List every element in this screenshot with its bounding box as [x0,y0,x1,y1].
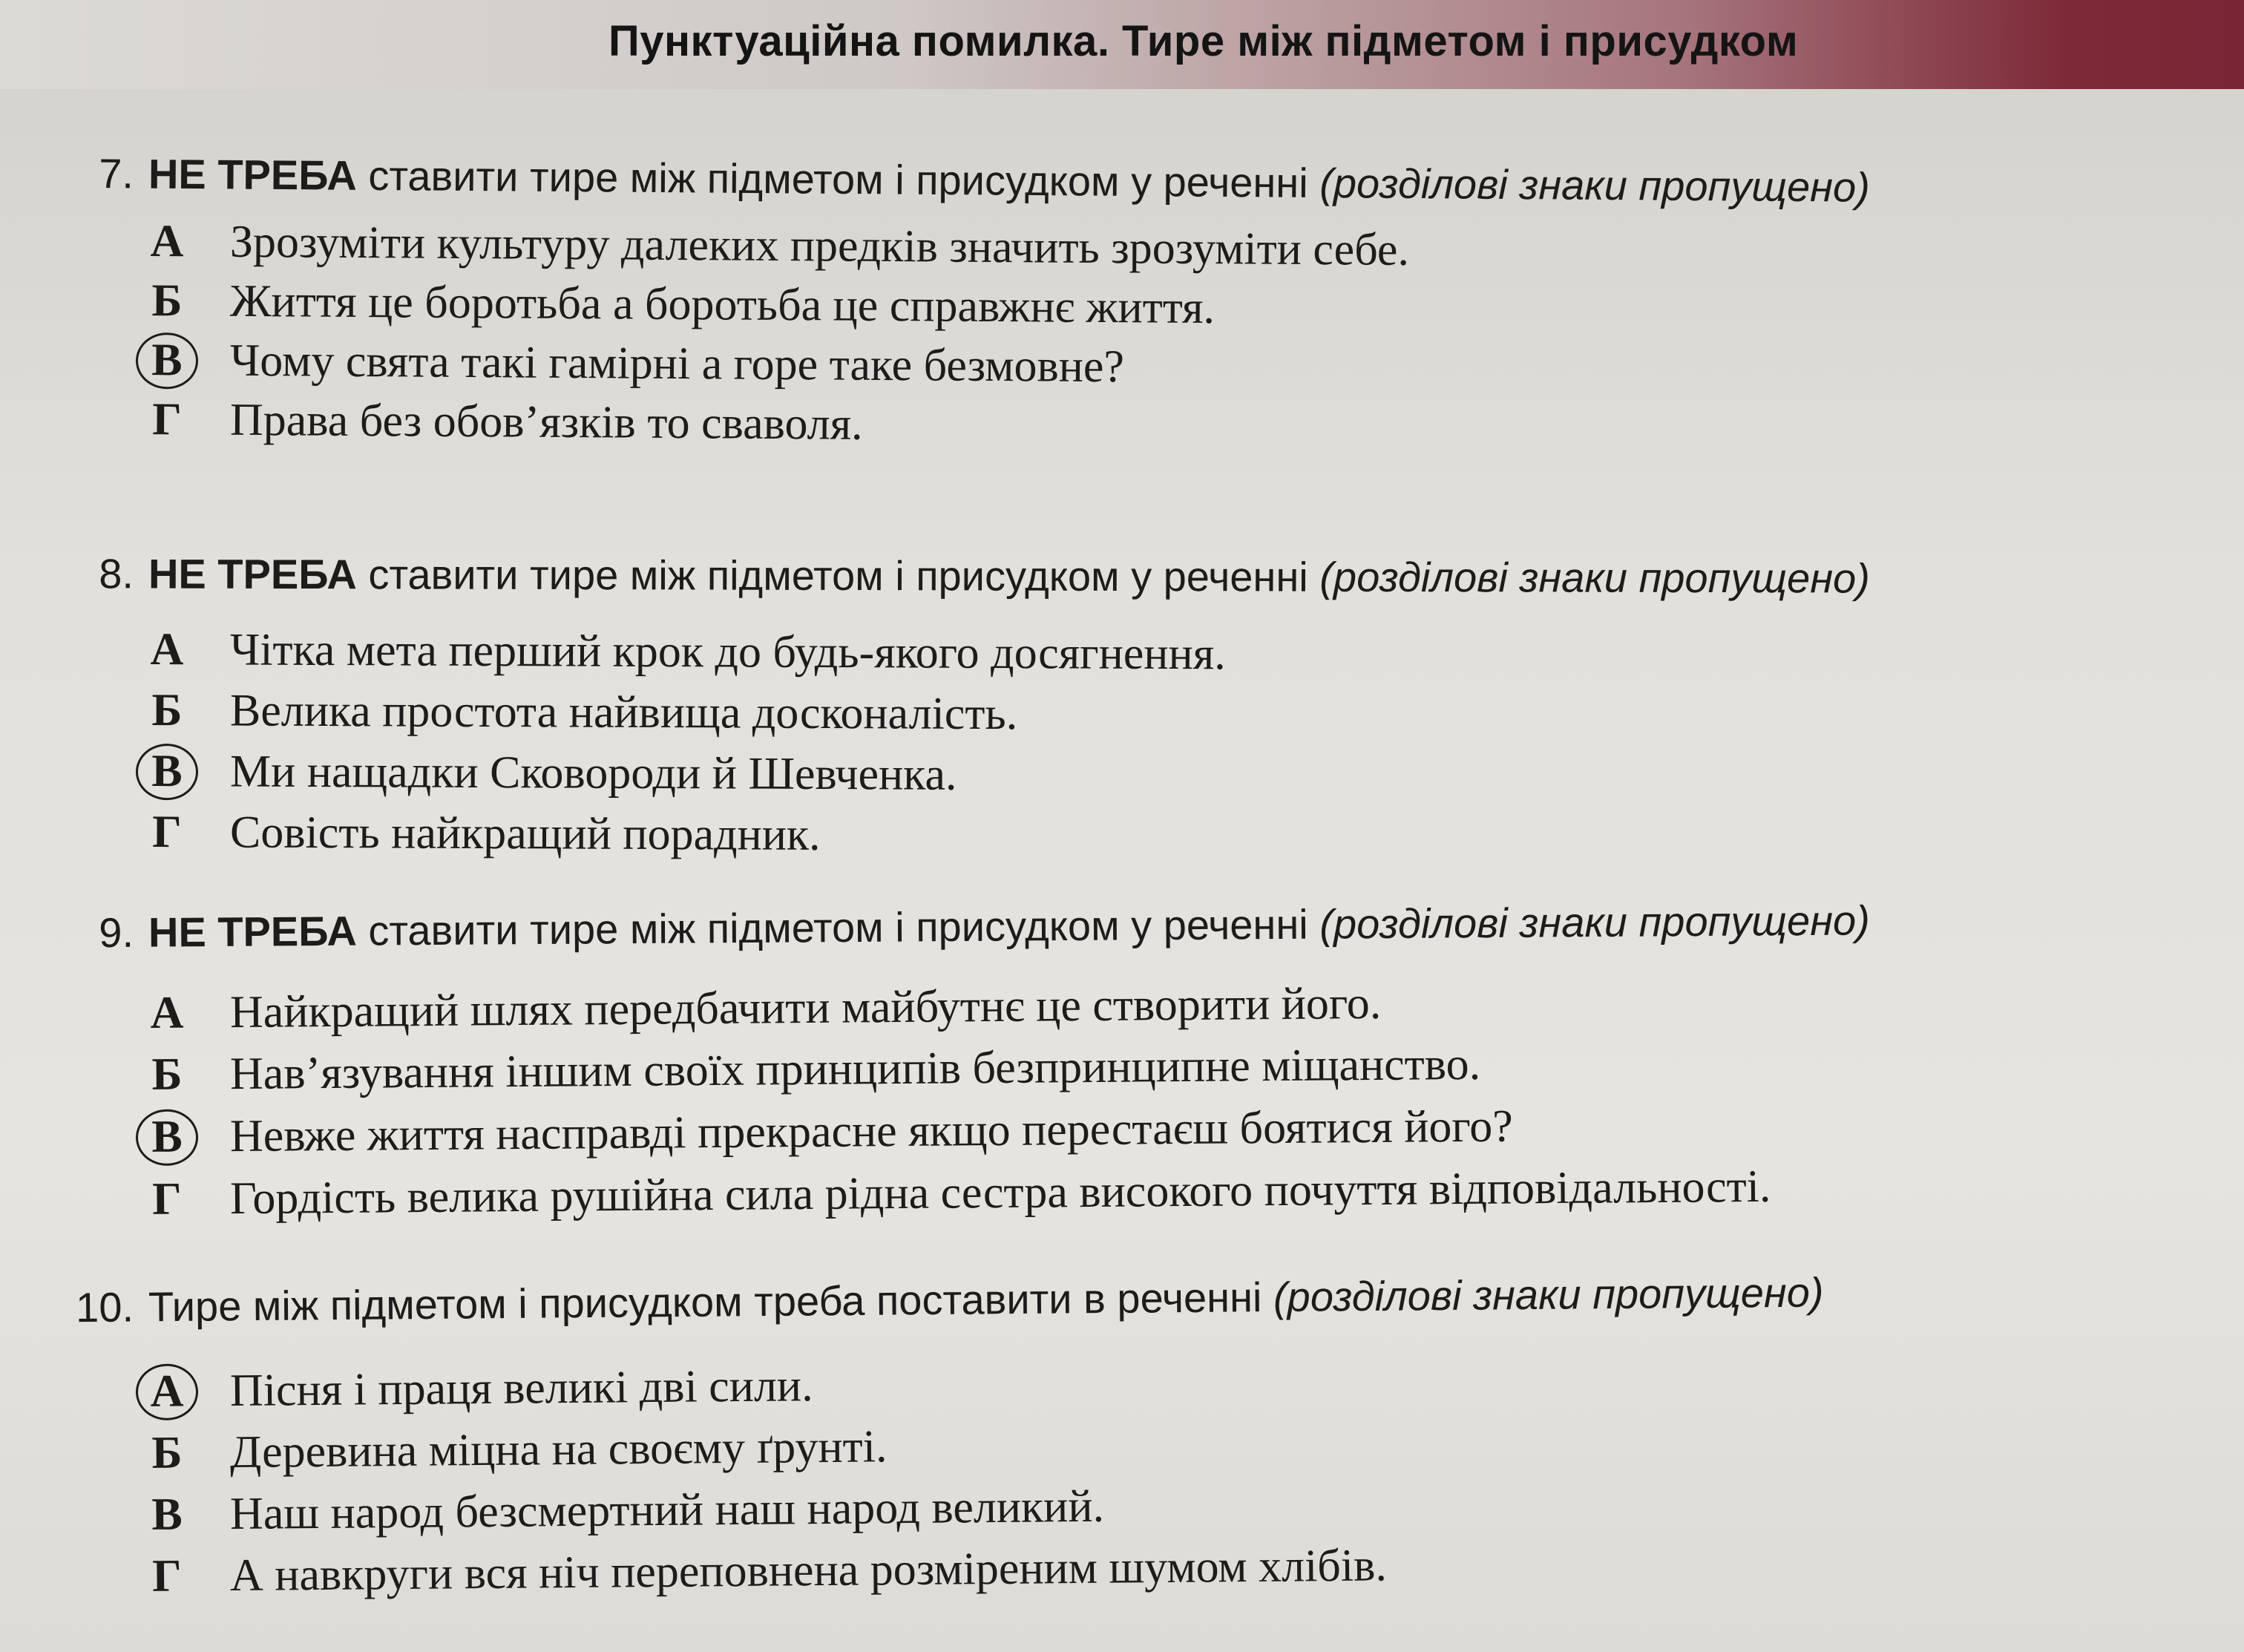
question-prompt [0,1268,1824,1332]
option-text: Велика простота найвища досконалість. [229,685,1018,740]
question-text: ставити тире між підметом і присудком у реченні [356,551,1320,600]
question-emphasis: НЕ ТРЕБА [148,550,357,598]
question-prompt [0,148,1870,212]
answer-option-g [145,806,821,862]
question-note: (розділові знаки пропущено) [1319,897,1871,948]
question-text: Тире між підметом і присудком треба поставити в реченні [148,1274,1274,1331]
question-number: 10. [75,1283,134,1331]
option-letter-circled: В [145,1111,190,1164]
option-text: Деревина міцна на своєму ґрунті. [229,1421,888,1478]
answer-option-g [145,1539,1387,1603]
question-prompt [0,549,1870,603]
option-text: Нав’язування іншим своїх принципів безпринципне міщанство. [229,1038,1481,1100]
option-letter-circled: А [145,1365,190,1418]
section-title: Пунктуаційна помилка. Тире між підметом і присудком [608,17,1799,65]
question-note: (розділові знаки пропущено) [1319,553,1870,602]
option-letter: Г [151,1173,182,1225]
answer-option-v [145,1101,1513,1164]
question-note: (розділові знаки пропущено) [1319,159,1871,211]
option-text: Гордість велика рушійна сила рідна сестра високого почуття відповідальності. [229,1161,1771,1225]
option-text: Найкращий шлях передбачити майбутнє це створити його. [229,977,1382,1038]
answer-option-a [145,623,1226,681]
option-letter: В [151,1489,183,1540]
option-text: Права без обов’язків то сваволя. [229,394,863,450]
question-number: 8. [99,550,134,597]
option-letter: А [150,987,184,1038]
option-letter: Г [152,394,182,445]
answer-option-v [145,334,1124,393]
question-text: ставити тире між підметом і присудком у реченні [356,900,1320,954]
question-emphasis: НЕ ТРЕБА [148,907,358,956]
option-text: Чітка мета перший крок до будь-якого досягнення. [229,624,1226,680]
option-text: А навкруги вся ніч переповнена розміреним шумом хлібів. [229,1540,1388,1601]
answer-option-g [145,393,863,451]
answer-option-v [145,745,957,802]
question-number: 9. [99,908,134,957]
answer-option-a [145,215,1409,277]
option-text: Наш народ безсмертний наш народ великий. [229,1481,1105,1539]
option-text: Життя це боротьба а боротьба це справжнє життя. [229,275,1216,334]
question-prompt [0,896,1870,957]
question-emphasis: НЕ ТРЕБА [148,150,358,199]
answer-option-b [145,275,1216,335]
question-number: 7. [99,150,134,197]
option-letter-circled: В [145,745,189,798]
answer-option-v [145,1481,1105,1541]
option-text: Совість найкращий порадник. [229,807,821,860]
option-letter: Б [151,685,183,736]
option-letter: Б [151,275,183,327]
question-text: ставити тире між підметом і присудком у реченні [356,151,1320,206]
option-text: Невже життя насправді прекрасне якщо перестаєш боятися його? [229,1101,1514,1162]
answer-option-a [145,1360,813,1418]
option-letter: А [150,624,184,675]
option-text: Чому свята такі гамірні а горе таке безмовне? [229,335,1125,393]
option-letter: А [150,216,184,267]
answer-option-b [145,684,1018,741]
option-letter: Б [151,1427,183,1478]
question-note: (розділові знаки пропущено) [1273,1268,1824,1321]
option-text: Зрозуміти культуру далеких предків значить зрозуміти себе. [229,216,1410,275]
option-text: Ми нащадки Сковороди й Шевченка. [229,746,957,800]
answer-option-a [145,977,1382,1040]
answer-option-b [145,1038,1481,1101]
option-text: Пісня і праця великі дві сили. [229,1360,813,1416]
answer-option-b [145,1420,888,1480]
option-letter: Г [151,1550,183,1602]
section-header [0,0,2244,89]
option-letter-circled: В [145,334,189,387]
option-letter: Б [151,1049,183,1100]
option-letter: Г [152,807,182,858]
answer-option-g [145,1161,1771,1226]
